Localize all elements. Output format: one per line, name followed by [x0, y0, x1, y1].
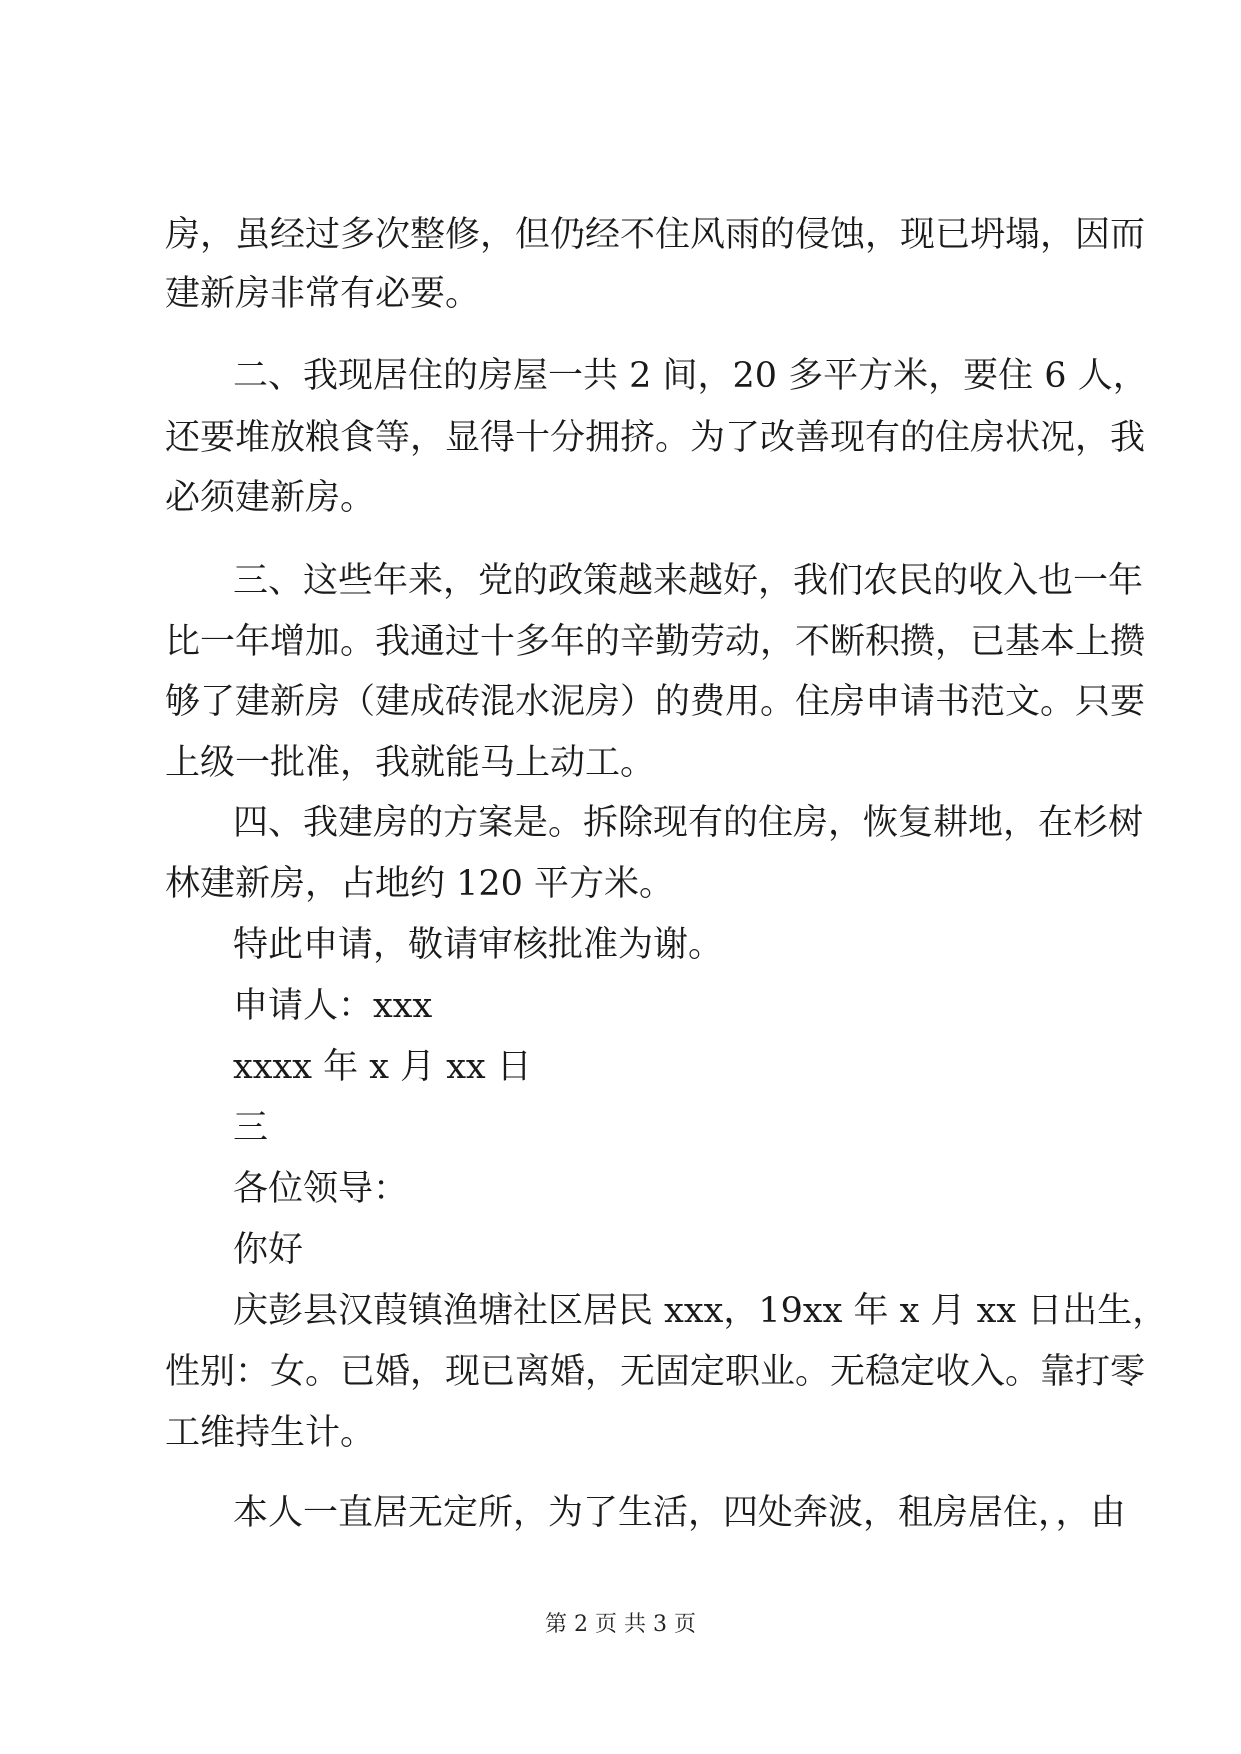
- body-line: 上级一批准，我就能马上动工。: [165, 743, 656, 783]
- closing-request: 特此申请，敬请审核批准为谢。: [233, 925, 724, 965]
- salutation: 各位领导：: [233, 1169, 409, 1209]
- body-line: 林建新房，占地约 120 平方米。: [165, 864, 675, 904]
- body-line: 工维持生计。: [165, 1413, 376, 1453]
- body-line: 还要堆放粮食等，显得十分拥挤。为了改善现有的住房状况，我: [165, 418, 1146, 458]
- body-line: 二、我现居住的房屋一共 2 间，20 多平方米，要住 6 人，: [233, 356, 1148, 396]
- body-line: 建新房非常有必要。: [165, 274, 481, 314]
- body-line: 三、这些年来，党的政策越来越好，我们农民的收入也一年: [233, 561, 1144, 601]
- section-number: 三: [233, 1108, 269, 1148]
- page-footer: 第 2 页 共 3 页: [545, 1612, 696, 1637]
- body-line: 庆彭县汉葭镇渔塘社区居民 xxx，19xx 年 x 月 xx 日出生，: [233, 1291, 1168, 1331]
- body-line: 本人一直居无定所，为了生活，四处奔波，租房居住，，由: [233, 1493, 1126, 1533]
- body-line: 必须建新房。: [165, 478, 376, 518]
- applicant-name: 申请人：xxx: [233, 986, 433, 1026]
- body-line: 性别：女。已婚，现已离婚，无固定职业。无稳定收入。靠打零: [165, 1352, 1146, 1392]
- greeting: 你好: [233, 1230, 304, 1270]
- body-line: 比一年增加。我通过十多年的辛勤劳动，不断积攒，已基本上攒: [165, 622, 1146, 662]
- body-line: 四、我建房的方案是。拆除现有的住房，恢复耕地，在杉树: [233, 803, 1144, 843]
- body-line: 房，虽经过多次整修，但仍经不住风雨的侵蚀，现已坍塌，因而: [165, 215, 1146, 255]
- signature-date: xxxx 年 x 月 xx 日: [233, 1047, 532, 1087]
- body-line: 够了建新房（建成砖混水泥房）的费用。住房申请书范文。只要: [165, 682, 1146, 722]
